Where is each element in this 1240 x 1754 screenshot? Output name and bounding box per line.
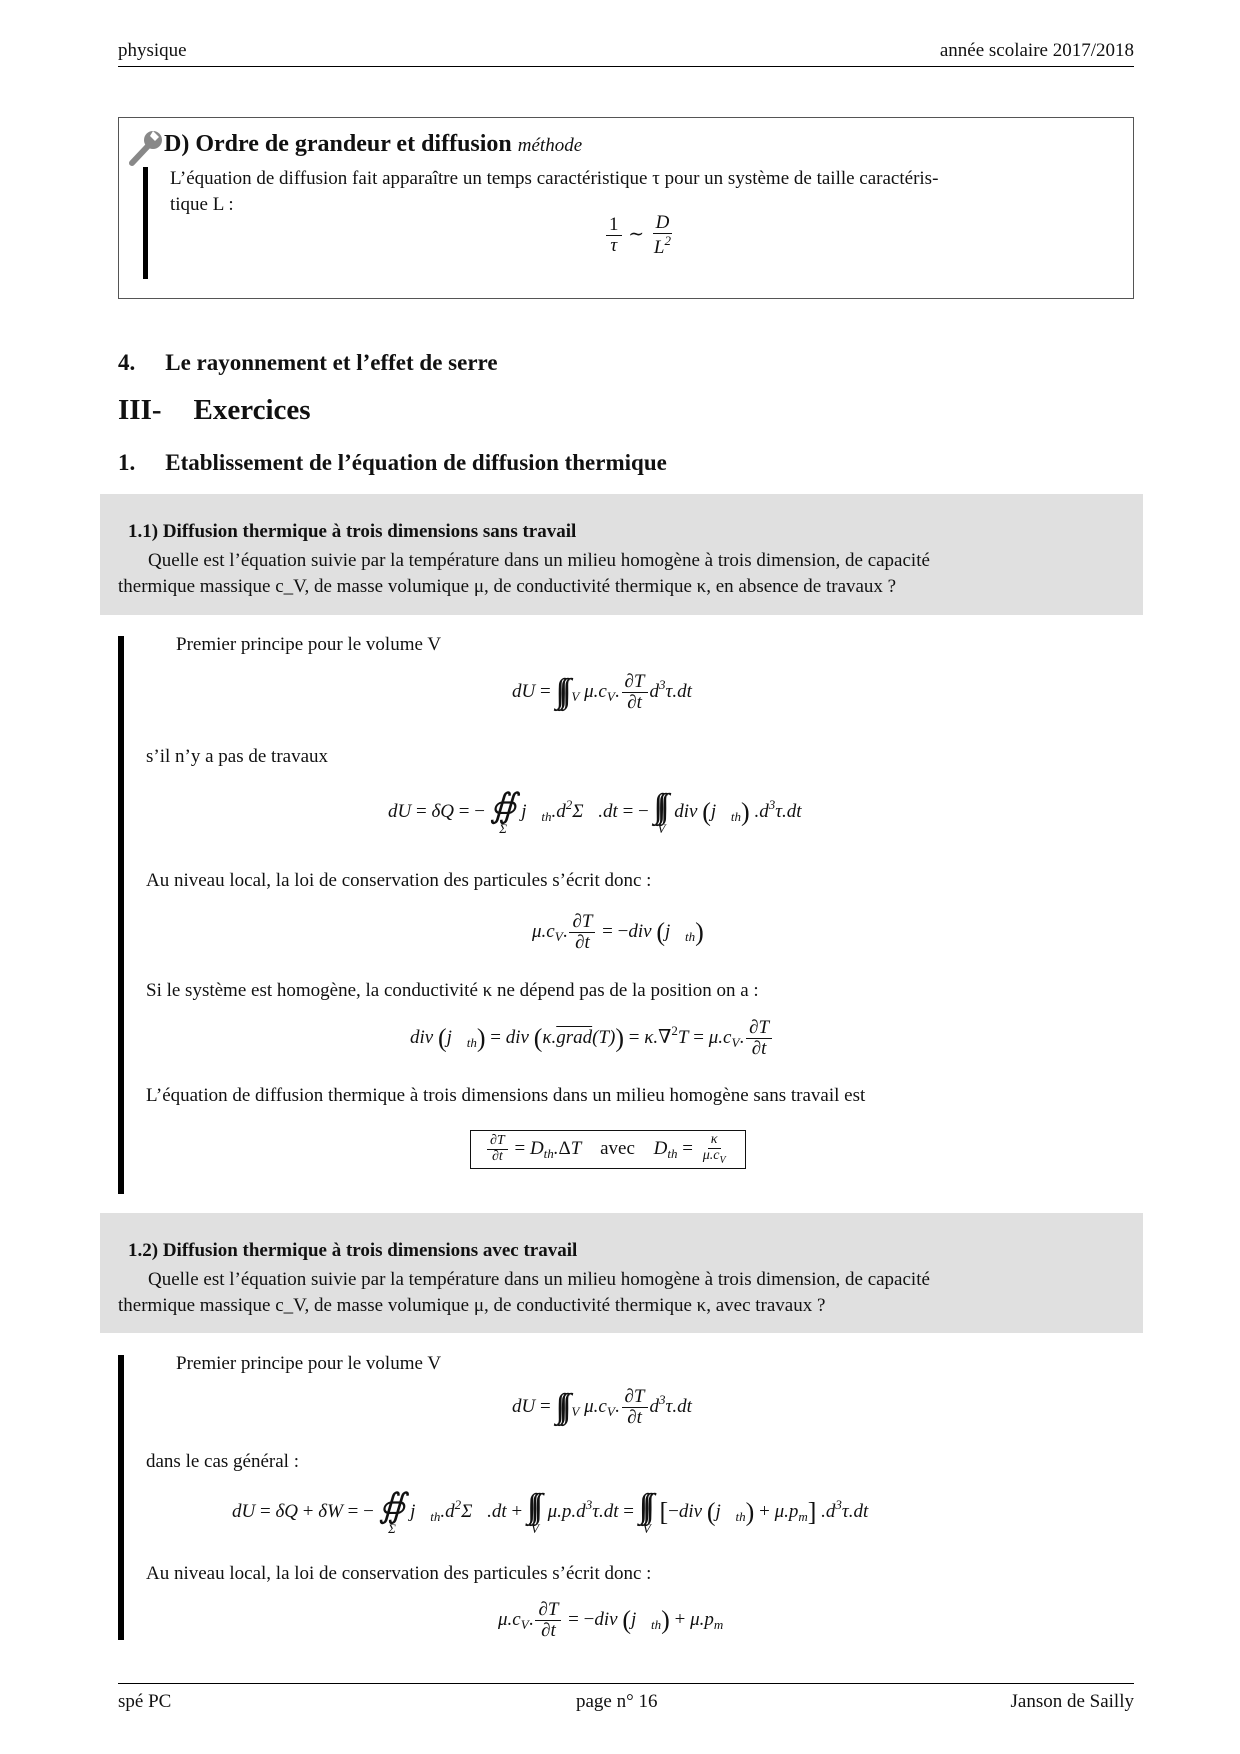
eq-1-2-a: dU = ∫∫∫ $_V$ $\mu.c_V$. $\frac{\partial T}{\partial t}$ $d^3\tau.dt$ bbox=[512, 1386, 692, 1428]
eq-1-1-a: dU = ∫∫∫ $_V$ $\mu.c_V$. $\frac{\partial T}{\partial t}$ $d^3\tau.dt$ bbox=[512, 671, 692, 713]
footer-right: Janson de Sailly bbox=[1010, 1691, 1134, 1712]
eq-1-1-b: dU = δQ = − ∯ Σ $j⃗_{th}.d^2\Sigma⃗.dt$ = − ∫∫∫ V div $(j⃗_{th})$ $.d^3\tau.dt$ bbox=[388, 788, 802, 836]
solution-1-2-s1: Premier principe pour le volume V bbox=[176, 1353, 442, 1374]
eq-1-1-d: div $(j⃗_{th})$ = div (κ.grad(T)) = $\kappa.\nabla^2T = \mu.c_V$. $\frac{\partial T}{\partial t}$ bbox=[410, 1018, 774, 1059]
footer-left: spé PC bbox=[118, 1691, 172, 1712]
exercise-1-2-title: 1.2) Diffusion thermique à trois dimensions avec travail bbox=[128, 1240, 578, 1261]
solution-1-1-s5: L’équation de diffusion thermique à trois dimensions dans un milieu homogène sans travail est bbox=[146, 1085, 866, 1106]
exercise-1-1-question-2: thermique massique c_V, de masse volumique μ, de conductivité thermique κ, en absence de travaux ? bbox=[118, 576, 897, 597]
section-1-heading: 1. Etablissement de l’équation de diffusion thermique bbox=[118, 450, 667, 475]
eq-order: $\frac{1}{\tau}$ ∼ $\frac{D}{L^2}$ bbox=[604, 213, 676, 258]
solution-1-1-s1: Premier principe pour le volume V bbox=[176, 634, 442, 655]
method-bar bbox=[143, 167, 148, 279]
header-right: année scolaire 2017/2018 bbox=[939, 40, 1134, 61]
section-iii-heading: III- Exercices bbox=[118, 394, 311, 426]
header-rule bbox=[118, 66, 1134, 67]
method-text-1: L’équation de diffusion fait apparaître un temps caractéristique τ pour un système de taille caractéris- bbox=[170, 168, 939, 189]
method-title: D) Ordre de grandeur et diffusion méthode bbox=[164, 131, 583, 157]
exercise-1-2-question-1: Quelle est l’équation suivie par la température dans un milieu homogène à trois dimension, de capacité bbox=[148, 1269, 930, 1290]
header-left: physique bbox=[118, 40, 187, 61]
method-text-2: tique L : bbox=[170, 194, 234, 215]
exercise-1-1-title: 1.1) Diffusion thermique à trois dimensions sans travail bbox=[128, 521, 577, 542]
solution-1-1-bar bbox=[118, 636, 124, 1194]
footer-center: page n° 16 bbox=[576, 1691, 658, 1712]
exercise-1-1-question-1: Quelle est l’équation suivie par la température dans un milieu homogène à trois dimension, de capacité bbox=[148, 550, 930, 571]
solution-1-1-s4: Si le système est homogène, la conductivité κ ne dépend pas de la position on a : bbox=[146, 980, 759, 1001]
eq-1-1-c: $\mu.c_V$. $\frac{\partial T}{\partial t}$ = −div $(j⃗_{th})$ bbox=[532, 911, 704, 953]
footer-rule bbox=[118, 1683, 1134, 1684]
avec-label: avec bbox=[600, 1137, 635, 1159]
solution-1-2-bar bbox=[118, 1355, 124, 1640]
eq-1-1-result: $\frac{\partial T}{\partial t}$ = $D_{th}.\Delta T$ avec $D_{th}$ = $\frac{\kappa}{\mu.c_V}$ bbox=[470, 1130, 746, 1169]
section-4-heading: 4. Le rayonnement et l’effet de serre bbox=[118, 350, 498, 375]
method-tag: méthode bbox=[517, 135, 583, 156]
solution-1-2-s2: dans le cas général : bbox=[146, 1451, 299, 1472]
exercise-1-2-question-2: thermique massique c_V, de masse volumique μ, de conductivité thermique κ, avec travaux ? bbox=[118, 1295, 826, 1316]
solution-1-2-s3: Au niveau local, la loi de conservation des particules s’écrit donc : bbox=[146, 1563, 652, 1584]
eq-1-2-c: $\mu.c_V$. $\frac{\partial T}{\partial t}$ = −div $(j⃗_{th}) + \mu.p_m$ bbox=[498, 1599, 724, 1641]
solution-1-1-s2: s’il n’y a pas de travaux bbox=[146, 746, 329, 767]
eq-1-2-b: dU = δQ + δW = − ∯ Σ $j⃗_{th}.d^2\Sigma⃗.dt$ + ∫∫∫ V $\mu.p.d^3\tau.dt$ = ∫∫∫ V [−div $(j⃗_{th}) + \mu.p_m$] $.d^3\tau.dt$ bbox=[232, 1488, 869, 1536]
solution-1-1-s3: Au niveau local, la loi de conservation des particules s’écrit donc : bbox=[146, 870, 652, 891]
wrench-icon bbox=[126, 127, 166, 172]
